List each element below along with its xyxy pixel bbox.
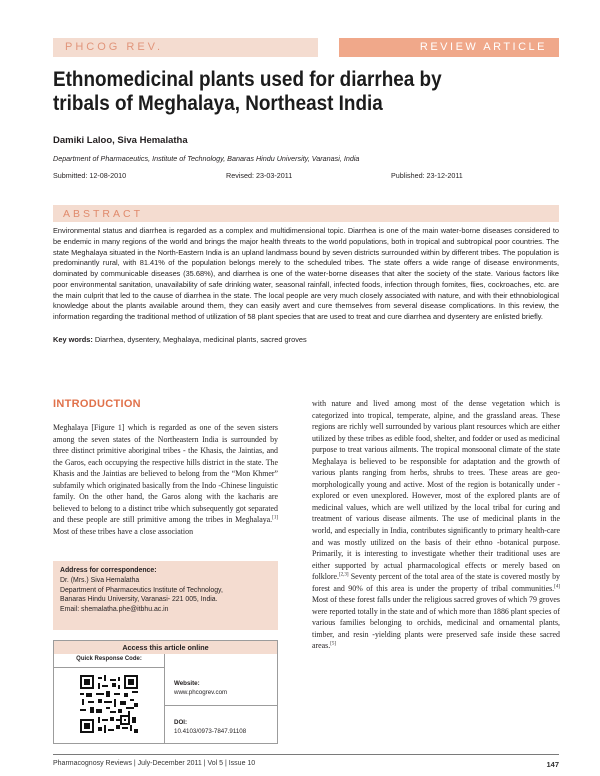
access-online-box bbox=[53, 640, 278, 744]
citation-ref[interactable]: [4] bbox=[554, 584, 560, 590]
keywords bbox=[53, 335, 559, 344]
correspondence-email[interactable]: Email: shemalatha.phe@itbhu.ac.in bbox=[60, 606, 169, 614]
journal-name: PHCOG REV. bbox=[65, 41, 164, 53]
revised-date: Revised: 23-03-2011 bbox=[226, 171, 293, 180]
intro-text: Most of these forest falls under the religious sacred groves of which 79 groves were reported totally in the state and of which more than 1886 plant species of various families belonging to orchids, medicinal and ornamental plants, timber, and resin -yielding plants were preserved safe inside these sacred areas. bbox=[312, 595, 560, 651]
intro-text: with nature and lived among most of the dense vegetation which is categorized into tropical, temperate, alpine, and the grassland areas. These regions are richly well surrounded by various plant resources which are either utilized by these tribes as edible food, shelter, and fodder or used as medicinal purpose to treat various ailments. The tropical monsoonal climate of the state Meghalaya is believed to be responsible for adaptation and the growth of various plants ranging from herbs, shrubs to trees. These areas are geo-morphologically young and active. Most of the region is botanically under -explored or even unexplored. However, most of the explored plants are of medicinal values, which are well utilized by the local tribal for curing and treatment of various disease ailments. The use of medicinal plants in the world, and especially in India, contributes significantly to primary health-care and was mostly utilized on the basis of their ethno -botanical purpose. Primarily, it is interesting to investigate whether their traditional uses are either supported by actual pharmacological effects or merely based on folklore. bbox=[312, 399, 560, 582]
doi-label: DOI: bbox=[174, 719, 188, 726]
introduction-heading: INTRODUCTION bbox=[53, 398, 141, 410]
citation-ref[interactable]: [5] bbox=[330, 641, 337, 647]
website-block bbox=[174, 679, 227, 697]
intro-left-column bbox=[53, 422, 278, 537]
doi-link[interactable]: 10.4103/0973-7847.91108 bbox=[174, 728, 247, 735]
intro-right-column bbox=[312, 398, 560, 652]
correspondence-uni: Banaras Hindu University, Varanasi- 221 005, India. bbox=[60, 596, 218, 604]
footer-citation: Pharmacognosy Reviews | July-December 2011 | Vol 5 | Issue 10 bbox=[53, 760, 256, 767]
abstract-heading: ABSTRACT bbox=[63, 208, 144, 220]
intro-text: Most of these tribes have a close association bbox=[53, 526, 194, 536]
website-link[interactable]: www.phcogrev.com bbox=[174, 689, 228, 696]
article-authors: Damiki Laloo, Siva Hemalatha bbox=[53, 135, 188, 146]
citation-ref[interactable]: [2,3] bbox=[338, 572, 349, 578]
citation-ref[interactable]: [1] bbox=[272, 515, 278, 521]
article-affiliation: Department of Pharmaceutics, Institute of Technology, Banaras Hindu University, Varanasi, India bbox=[53, 154, 360, 163]
qr-label: Quick Response Code: bbox=[76, 656, 142, 662]
abstract-text: Environmental status and diarrhea is regarded as a complex and multidimensional topic. Diarrhea is one of the main water-borne diseases considered to be endemic in many regions of the world and brings the major health threats to the world populations, both in tropical and subtropical poor countries. The state Meghalaya situated in the North-Eastern India is an upland landmass bound by seven districts surrounded within by different tribes. The population is predominantly rural, with 81.41% of the population belongs merely to the scheduled tribes. The state offers a wide range of disease environments, dominated by communicable diseases (35.68%), and diarrhea is one of the water-borne diseases that alter the society of the state. Various factors like poor environmental sanitation, unavailability of safe drinking water, seasonal rainfall, infected foods, infection through fomites, flies, cockroaches, etc. are the main culprit that led to the cause of diarrhea in the state. The local people are very much closely associated with nature, and with their ethnobiological knowledge about the plants available around them, they can easily avert and cure themselves from several disease complications. In this review, the information regarding the traditional method of utilization of 58 plant species that are used to treat and cure diarrhea and dysentery are enlisted briefly. bbox=[53, 226, 559, 321]
divider bbox=[54, 667, 164, 668]
doi-block bbox=[174, 718, 246, 736]
correspondence-dept: Department of Pharmaceutics Institute of Technology, bbox=[60, 586, 223, 594]
article-title: Ethnomedicinal plants used for diarrhea by tribals of Meghalaya, Northeast India bbox=[53, 68, 442, 115]
journal-name-banner bbox=[53, 38, 318, 57]
published-date: Published: 23-12-2011 bbox=[391, 171, 463, 180]
submitted-date: Submitted: 12-08-2010 bbox=[53, 171, 127, 180]
intro-text: Seventy percent of the total area of the state is covered mostly by forest and 90% of this area is under the property of tribal communities. bbox=[312, 572, 560, 593]
keywords-label: Key words: bbox=[53, 335, 93, 344]
divider bbox=[164, 654, 165, 743]
section-banner bbox=[339, 38, 559, 57]
intro-text: Meghalaya [Figure 1] which is regarded as one of the seven sisters among the seven states of the Northeastern India is surrounded by three distinct primitive aboriginal tribes - the Khasis, the Jaintias, and the Garos, each occupying the respective hills district in the state. The Khasis and the Jaintias are believed to belong from the “Mon Khmer” subfamily which originated basically from the Indo -Chinese linguistic family. On the other hand, the Garos along with the kacharis are believed to belong to a distinct tribe which subsequently got separated and these people are still primitive among the tribes in Meghalaya. bbox=[53, 423, 278, 525]
abstract-banner bbox=[53, 205, 559, 222]
divider bbox=[164, 705, 277, 706]
qr-code-icon[interactable] bbox=[80, 675, 138, 733]
correspondence-name: Dr. (Mrs.) Siva Hemalatha bbox=[60, 576, 140, 584]
website-label: Website: bbox=[174, 680, 200, 687]
correspondence-heading: Address for correspondence: bbox=[60, 567, 157, 574]
keywords-list: Diarrhea, dysentery, Meghalaya, medicinal plants, sacred groves bbox=[94, 335, 307, 344]
correspondence-box bbox=[53, 561, 278, 630]
access-heading: Access this article online bbox=[54, 641, 277, 654]
footer-divider bbox=[53, 754, 559, 755]
section-label: REVIEW ARTICLE bbox=[419, 41, 547, 53]
page-number: 147 bbox=[546, 760, 559, 769]
